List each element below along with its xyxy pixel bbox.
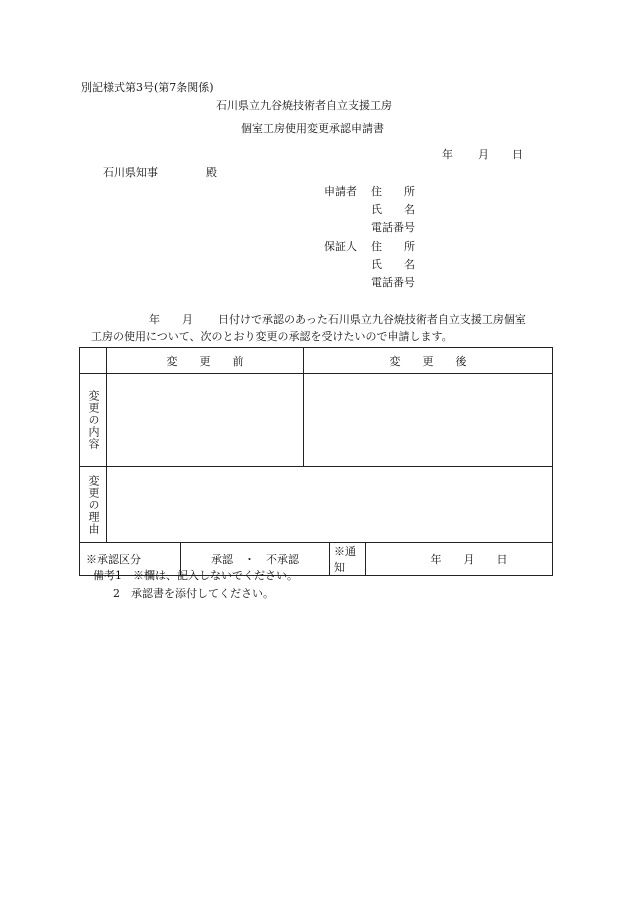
reason-label: 変更の理由 — [87, 474, 100, 535]
approval-options: 承認 ・ 不承認 — [181, 543, 330, 576]
applicant-address-label: 住 所 — [371, 185, 415, 198]
reason-row — [80, 467, 553, 543]
body-month-label: 月 — [182, 313, 193, 326]
date-day-label: 日 — [512, 148, 523, 161]
approval-label: ※承認区分 — [80, 543, 181, 576]
applicant-phone-label: 電話番号 — [371, 221, 415, 234]
addressee-name: 石川県知事 — [103, 166, 158, 179]
content-label-cell — [80, 374, 107, 467]
date-month-label: 月 — [478, 148, 489, 161]
after-header: 変 更 後 — [304, 348, 553, 374]
applicant-name-label: 氏 名 — [371, 203, 415, 216]
date-year-label: 年 — [442, 148, 453, 161]
note-2: 2 承認書を添付してください。 — [113, 587, 274, 600]
guarantor-address-label: 住 所 — [371, 240, 415, 253]
notice-label: ※通 知 — [330, 543, 366, 576]
guarantor-name-label: 氏 名 — [371, 258, 415, 271]
guarantor-role: 保証人 — [324, 240, 357, 253]
change-form-table — [79, 347, 553, 576]
content-before-cell[interactable] — [107, 374, 304, 467]
notice-date: 年 月 日 — [366, 543, 553, 576]
content-row — [80, 374, 553, 467]
page-title: 個室工房使用変更承認申請書 — [241, 122, 384, 135]
reason-cell[interactable] — [107, 467, 553, 543]
table-header-row — [80, 348, 553, 374]
content-label: 変更の内容 — [87, 390, 100, 450]
content-after-cell[interactable] — [304, 374, 553, 467]
note-1: 備考1 ※欄は、記入しないでください。 — [93, 569, 298, 582]
addressee-honorific: 殿 — [206, 166, 217, 179]
facility-name: 石川県立九谷焼技術者自立支援工房 — [216, 99, 392, 112]
body-line2: 工房の使用について、次のとおり変更の承認を受けたいので申請します。 — [91, 330, 453, 343]
body-year-label: 年 — [149, 313, 160, 326]
guarantor-phone-label: 電話番号 — [371, 276, 415, 289]
reason-label-cell — [80, 467, 107, 543]
body-line1: 日付けで承認のあった石川県立九谷焼技術者自立支援工房個室 — [218, 313, 526, 326]
before-header: 変 更 前 — [107, 348, 304, 374]
header-corner-cell — [80, 348, 107, 374]
applicant-role: 申請者 — [324, 185, 357, 198]
form-number: 別記様式第3号(第7条関係) — [81, 81, 214, 94]
